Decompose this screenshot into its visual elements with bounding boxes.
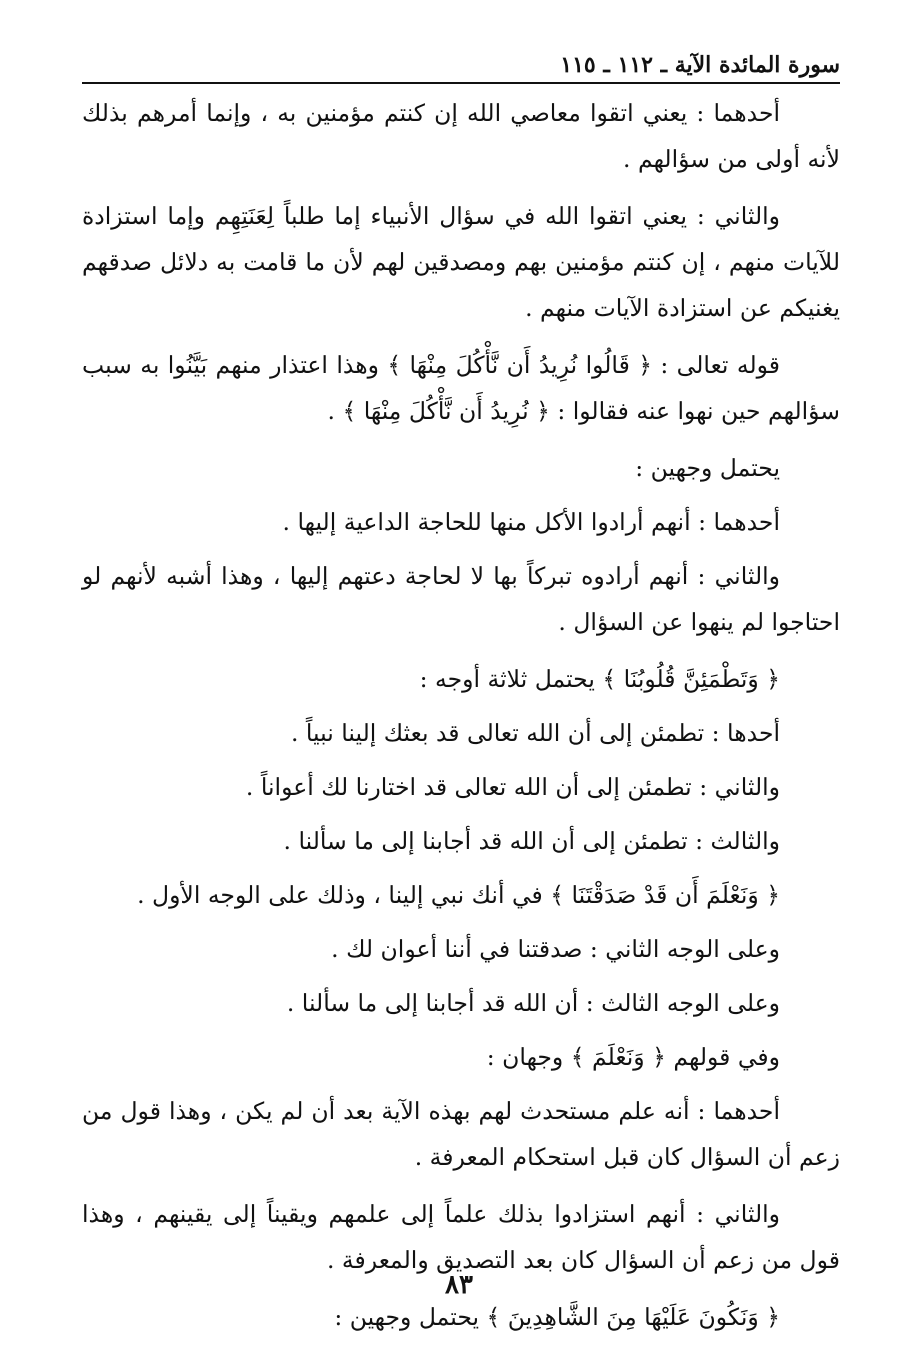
paragraph: والثاني : تطمئن إلى أن الله تعالى قد اختارنا لك أعواناً . <box>245 773 780 801</box>
paragraph: وفي قولهم ﴿ وَنَعْلَمَ ﴾ وجهان : <box>486 1043 780 1071</box>
paragraph: أحدهما : يعني اتقوا معاصي الله إن كنتم مؤمنين به ، وإنما أمرهم بذلك لأنه أولى من سؤالهم . <box>82 99 840 173</box>
paragraph: ﴿ وَنَعْلَمَ أَن قَدْ صَدَقْتَنَا ﴾ في أنك نبي إلينا ، وذلك على الوجه الأول . <box>137 881 780 909</box>
paragraph: ﴿ وَنَكُونَ عَلَيْهَا مِنَ الشَّاهِدِينَ ﴾ يحتمل وجهين : <box>334 1303 780 1331</box>
running-header <box>82 44 840 78</box>
paragraph: وعلى الوجه الثالث : أن الله قد أجابنا إلى ما سألنا . <box>286 989 780 1017</box>
paragraph: والثاني : يعني اتقوا الله في سؤال الأنبياء إما طلباً لِعَنَتِهِم وإما استزادة للآيات منهم ، إن كنتم مؤمنين بهم ومصدقين لهم لأن ما قامت به دلائل صدقهم يغنيكم عن استزادة الآيات منهم . <box>82 202 840 322</box>
paragraph: يحتمل وجهين : <box>635 454 780 482</box>
header-rule <box>82 82 840 84</box>
running-title: سورة المائدة الآية ـ ١١٢ ـ ١١٥ <box>560 52 840 78</box>
paragraph: والثالث : تطمئن إلى أن الله قد أجابنا إلى ما سألنا . <box>283 827 780 855</box>
paragraph: أحدهما : أنهم أرادوا الأكل منها للحاجة الداعية إليها . <box>282 508 780 536</box>
page-number: ٨٣ <box>445 1270 473 1300</box>
paragraph: قوله تعالى : ﴿ قَالُوا نُرِيدُ أَن نَّأْكُلَ مِنْهَا ﴾ وهذا اعتذار منهم بَيَّنُوا به سبب سؤالهم حين نهوا عنه فقالوا : ﴿ نُرِيدُ أَن نَّأْكُلَ مِنْهَا ﴾ . <box>82 351 840 425</box>
paragraph: والثاني : أنهم استزادوا بذلك علماً إلى علمهم ويقيناً إلى يقينهم ، وهذا قول من زعم أن السؤال كان بعد التصديق والمعرفة . <box>82 1200 840 1274</box>
paragraph: والثاني : أنهم أرادوه تبركاً بها لا لحاجة دعتهم إليها ، وهذا أشبه لأنهم لو احتاجوا لم ينهوا عن السؤال . <box>82 562 840 636</box>
paragraph: ﴿ وَتَطْمَئِنَّ قُلُوبُنَا ﴾ يحتمل ثلاثة أوجه : <box>419 665 780 693</box>
paragraph: أحدهما : أنه علم مستحدث لهم بهذه الآية بعد أن لم يكن ، وهذا قول من زعم أن السؤال كان قبل استحكام المعرفة . <box>82 1097 840 1171</box>
page-body <box>82 90 840 1348</box>
paragraph: أحدها : تطمئن إلى أن الله تعالى قد بعثك إلينا نبياً . <box>290 719 780 747</box>
paragraph: وعلى الوجه الثاني : صدقتنا في أننا أعوان لك . <box>331 935 780 963</box>
